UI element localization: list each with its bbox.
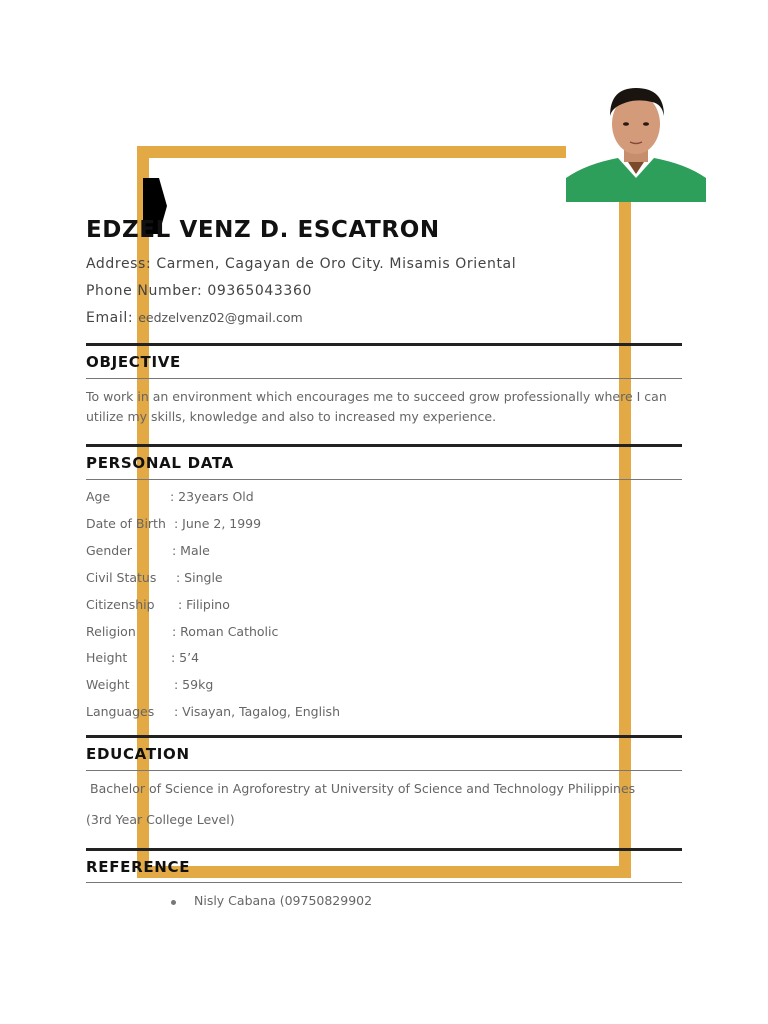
objective-text: To work in an environment which encourages me to succeed grow professionally where I can utilize my skills, knowledge and also to increased my experience. — [86, 389, 667, 424]
section-divider — [86, 770, 682, 771]
row-value: : Single — [176, 570, 223, 585]
decorative-frame-top — [137, 146, 631, 158]
personal-data-title: PERSONAL DATA — [86, 454, 234, 472]
row-label: Civil Status — [86, 570, 157, 585]
section-divider — [86, 378, 682, 379]
row-label: Gender — [86, 543, 133, 558]
row-value: : Roman Catholic — [172, 624, 279, 639]
education-degree: Bachelor of Science in Agroforestry at University of Science and Technology Philippines — [90, 781, 636, 796]
address-line: Address: Carmen, Cagayan de Oro City. Misamis Oriental — [86, 256, 517, 272]
education-level: (3rd Year College Level) — [86, 812, 235, 827]
email-label: Email: — [86, 310, 134, 326]
row-label: Languages — [86, 704, 155, 719]
row-value: : Male — [172, 543, 210, 558]
row-value: : Filipino — [178, 597, 230, 612]
section-divider — [86, 848, 682, 851]
applicant-name: EDZEL VENZ D. ESCATRON — [86, 217, 440, 243]
row-label: Religion — [86, 624, 136, 639]
row-label: Citizenship — [86, 597, 155, 612]
email-value: eedzelvenz02@gmail.com — [138, 310, 303, 325]
row-value: : Visayan, Tagalog, English — [174, 704, 340, 719]
reference-title: REFERENCE — [86, 858, 191, 876]
bullet-icon — [171, 900, 176, 905]
section-divider — [86, 479, 682, 480]
row-label: Height — [86, 650, 128, 665]
section-divider — [86, 735, 682, 738]
section-divider — [86, 882, 682, 883]
email-line — [86, 310, 303, 326]
decorative-frame-bottom — [137, 866, 631, 878]
section-divider — [86, 444, 682, 447]
row-value: : 59kg — [174, 677, 214, 692]
row-value: : 5’4 — [171, 650, 200, 665]
objective-title: OBJECTIVE — [86, 353, 181, 371]
row-value: : June 2, 1999 — [174, 516, 262, 531]
education-title: EDUCATION — [86, 745, 190, 763]
phone-line: Phone Number: 09365043360 — [86, 283, 312, 299]
row-label: Age — [86, 489, 111, 504]
section-divider — [86, 343, 682, 346]
row-value: : 23years Old — [170, 489, 254, 504]
reference-item: Nisly Cabana (09750829902 — [194, 893, 373, 908]
profile-photo — [566, 86, 706, 202]
row-label: Weight — [86, 677, 130, 692]
row-label: Date of Birth — [86, 516, 166, 531]
decorative-frame-right — [619, 146, 631, 878]
